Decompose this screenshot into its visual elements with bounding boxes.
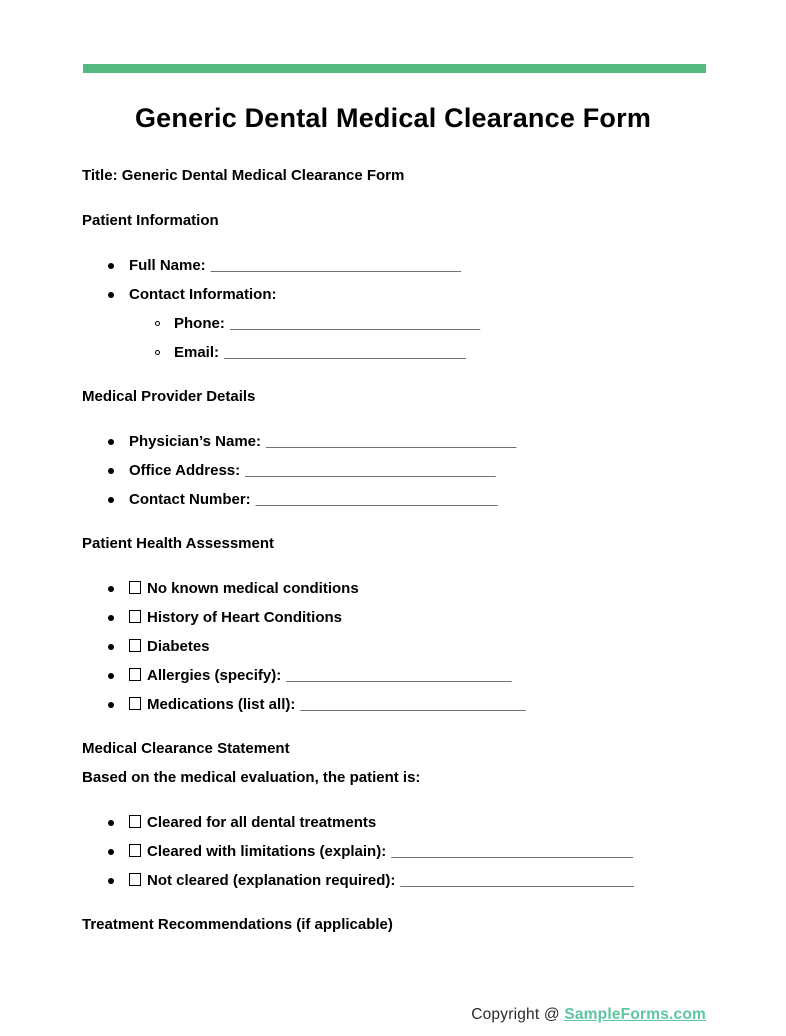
field-label: Office Address: bbox=[129, 461, 241, 479]
checkbox-label: Cleared for all dental treatments bbox=[147, 813, 377, 831]
list-item-medications bbox=[82, 690, 706, 719]
blank-line: _____________________________ bbox=[224, 343, 466, 361]
section-heading-treatment-recommendations: Treatment Recommendations (if applicable) bbox=[82, 916, 393, 933]
list-item-office-address bbox=[82, 456, 706, 485]
blank-line: ___________________________ bbox=[286, 666, 512, 684]
field-label: Full Name: bbox=[129, 256, 206, 274]
checkbox-label: Diabetes bbox=[147, 637, 210, 655]
bullet-icon bbox=[108, 820, 114, 826]
bullet-icon bbox=[108, 439, 114, 445]
checkbox-icon bbox=[129, 610, 141, 623]
bullet-icon bbox=[108, 586, 114, 592]
sampleforms-link[interactable]: SampleForms.com bbox=[564, 1006, 706, 1023]
checkbox-icon bbox=[129, 581, 141, 594]
copyright-text: Copyright @ bbox=[471, 1006, 565, 1023]
checkbox-icon bbox=[129, 668, 141, 681]
title-line: Title: Generic Dental Medical Clearance Form bbox=[82, 167, 405, 184]
list-item-phone bbox=[82, 309, 706, 338]
blank-line: _____________________________ bbox=[255, 490, 498, 508]
field-label: Contact Information: bbox=[129, 285, 277, 303]
document-body bbox=[82, 166, 706, 935]
list-item-physician-name bbox=[82, 427, 706, 456]
list-item-email bbox=[82, 338, 706, 367]
bullet-icon bbox=[108, 849, 114, 855]
checkbox-icon bbox=[129, 815, 141, 828]
medical-provider-list bbox=[82, 427, 706, 514]
footer bbox=[462, 988, 706, 1024]
blank-line: ______________________________ bbox=[245, 461, 496, 479]
field-label: Phone: bbox=[174, 314, 225, 332]
bullet-icon bbox=[108, 702, 114, 708]
section-heading-patient-information: Patient Information bbox=[82, 212, 219, 229]
checkbox-icon bbox=[129, 697, 141, 710]
list-item-no-known-conditions bbox=[82, 574, 706, 603]
bullet-icon bbox=[108, 292, 114, 298]
patient-information-list bbox=[82, 251, 706, 367]
bullet-icon bbox=[108, 673, 114, 679]
blank-line: ______________________________ bbox=[266, 432, 517, 450]
field-label: Email: bbox=[174, 343, 220, 361]
blank-line: ____________________________ bbox=[400, 871, 634, 889]
blank-line: ______________________________ bbox=[210, 256, 461, 274]
section-heading-medical-clearance-statement: Medical Clearance Statement bbox=[82, 740, 290, 757]
field-label: Contact Number: bbox=[129, 490, 251, 508]
list-item-not-cleared bbox=[82, 866, 706, 895]
bullet-icon bbox=[108, 468, 114, 474]
list-item-cleared-all bbox=[82, 808, 706, 837]
list-item-contact-number bbox=[82, 485, 706, 514]
list-item-contact-information bbox=[82, 280, 706, 309]
list-item-allergies bbox=[82, 661, 706, 690]
field-label: Physician’s Name: bbox=[129, 432, 262, 450]
bullet-icon bbox=[108, 263, 114, 269]
section-heading-patient-health-assessment: Patient Health Assessment bbox=[82, 535, 275, 552]
checkbox-label: Medications (list all): bbox=[147, 695, 296, 713]
checkbox-label: Not cleared (explanation required): bbox=[147, 871, 396, 889]
section-heading-medical-provider-details: Medical Provider Details bbox=[82, 388, 256, 405]
list-item-full-name bbox=[82, 251, 706, 280]
health-assessment-list bbox=[82, 574, 706, 719]
bullet-icon bbox=[108, 878, 114, 884]
checkbox-label: Cleared with limitations (explain): bbox=[147, 842, 387, 860]
bullet-icon bbox=[108, 615, 114, 621]
bullet-icon bbox=[108, 644, 114, 650]
circle-bullet-icon bbox=[155, 350, 160, 355]
accent-bar bbox=[83, 64, 706, 73]
circle-bullet-icon bbox=[155, 321, 160, 326]
blank-line: _____________________________ bbox=[391, 842, 634, 860]
checkbox-icon bbox=[129, 873, 141, 886]
bullet-icon bbox=[108, 497, 114, 503]
checkbox-icon bbox=[129, 639, 141, 652]
clearance-intro-line: Based on the medical evaluation, the patient is: bbox=[82, 769, 421, 786]
checkbox-label: No known medical conditions bbox=[147, 579, 359, 597]
list-item-diabetes bbox=[82, 632, 706, 661]
blank-line: ___________________________ bbox=[300, 695, 526, 713]
list-item-heart-conditions bbox=[82, 603, 706, 632]
clearance-options-list bbox=[82, 808, 706, 895]
checkbox-icon bbox=[129, 844, 141, 857]
document-heading: Generic Dental Medical Clearance Form bbox=[134, 103, 652, 133]
blank-line: ______________________________ bbox=[229, 314, 481, 332]
checkbox-label: Allergies (specify): bbox=[147, 666, 282, 684]
checkbox-label: History of Heart Conditions bbox=[147, 608, 343, 626]
list-item-cleared-with-limitations bbox=[82, 837, 706, 866]
